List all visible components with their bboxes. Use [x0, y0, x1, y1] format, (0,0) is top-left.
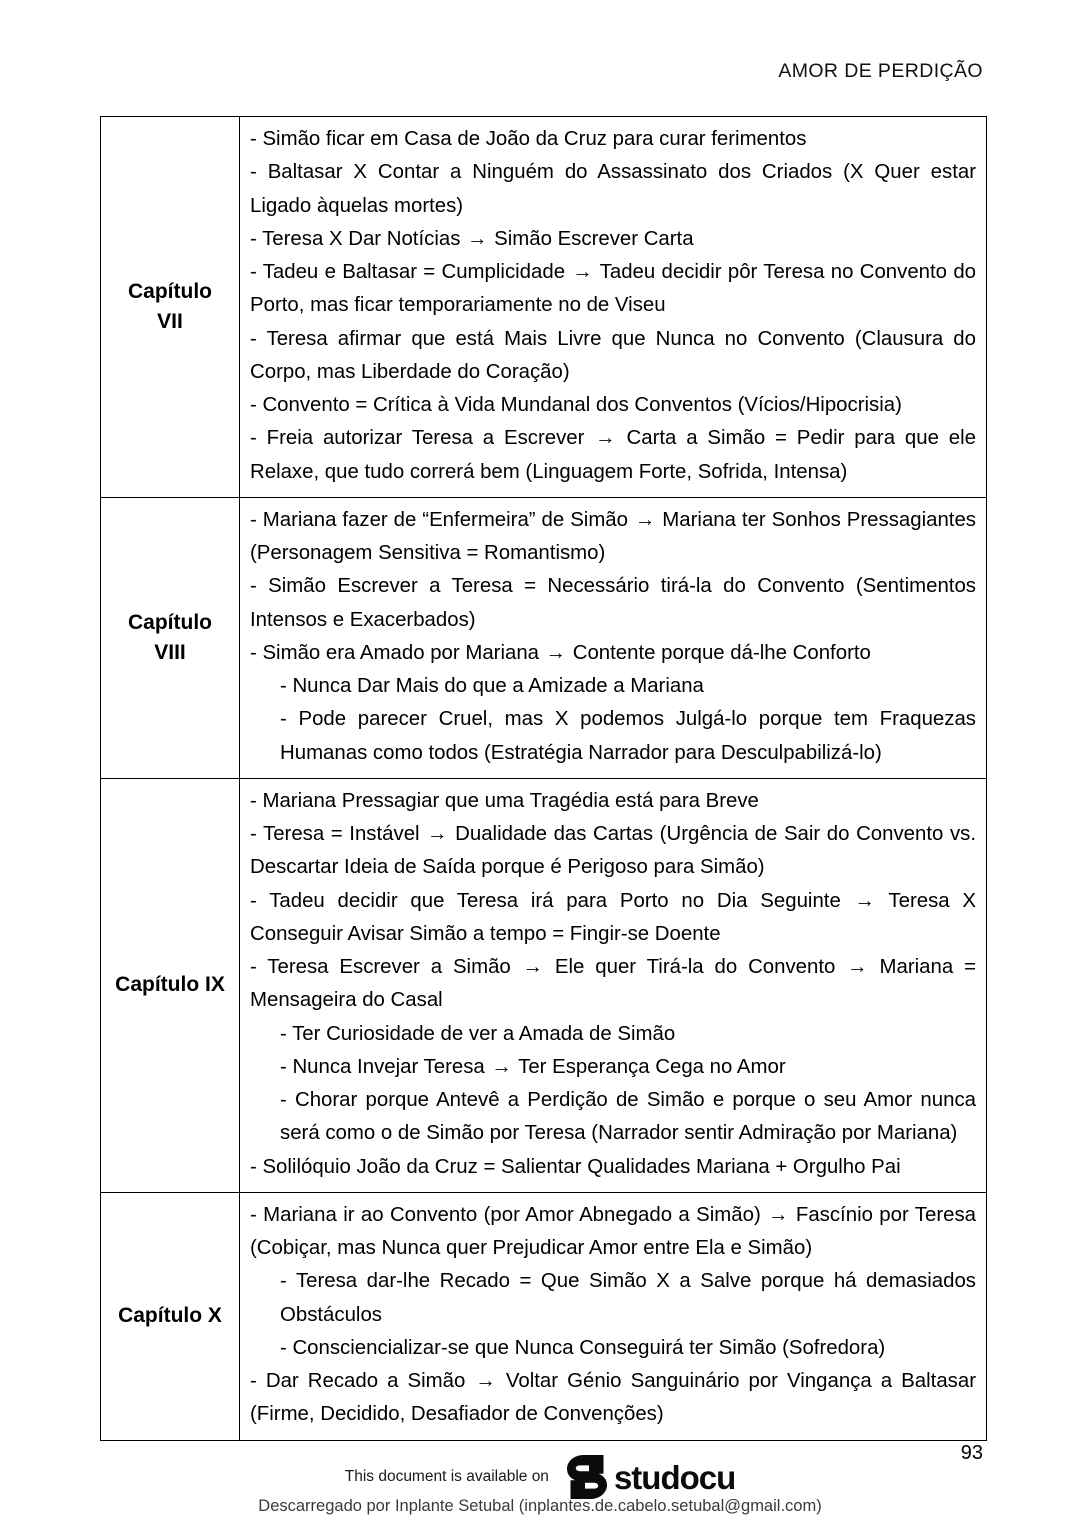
chapter-label-line-1: Capítulo	[128, 610, 212, 634]
chapter-line: - Teresa = Instável → Dualidade das Cartas (Urgência de Sair do Convento vs. Descartar Ideia de Saída porque é Perigoso para Simão)	[250, 823, 976, 879]
chapter-line: - Baltasar X Contar a Ninguém do Assassinato dos Criados (X Quer estar Ligado àquelas mortes)	[250, 161, 976, 217]
studocu-logo	[567, 1455, 735, 1499]
chapter-content	[240, 779, 986, 1192]
chapter-subline: - Teresa dar-lhe Recado = Que Simão X a Salve porque há demasiados Obstáculos	[280, 1270, 976, 1326]
chapter-content	[240, 117, 986, 497]
chapter-line: - Tadeu e Baltasar = Cumplicidade → Tadeu decidir pôr Teresa no Convento do Porto, mas ficar temporariamente no de Viseu	[250, 261, 976, 317]
page-number: 93	[960, 1442, 983, 1464]
chapter-label-cell	[101, 497, 240, 778]
chapter-label	[101, 273, 239, 341]
page-running-header: AMOR DE PERDIÇÃO	[778, 60, 983, 82]
chapter-subline: - Ter Curiosidade de ver a Amada de Simão	[280, 1022, 676, 1045]
chapter-label-line-2: VIII	[154, 640, 186, 664]
chapter-line: - Mariana fazer de “Enfermeira” de Simão → Mariana ter Sonhos Pressagiantes (Personagem Sensitiva = Romantismo)	[250, 508, 977, 564]
chapter-label	[101, 966, 239, 1004]
chapter-line: - Freia autorizar Teresa a Escrever → Carta a Simão = Pedir para que ele Relaxe, que tudo correrá bem (Linguagem Forte, Sofrida, Intensa)	[250, 427, 976, 483]
studocu-wordmark: studocu	[613, 1458, 736, 1496]
chapter-subline: - Consciencializar-se que Nunca Conseguirá ter Simão (Sofredora)	[280, 1336, 886, 1359]
chapter-label-cell	[101, 778, 240, 1192]
chapter-line: - Simão Escrever a Teresa = Necessário tirá-la do Convento (Sentimentos Intensos e Exacerbados)	[250, 575, 976, 631]
chapter-content-cell	[240, 497, 987, 778]
chapter-subline: - Nunca Dar Mais do que a Amizade a Mariana	[280, 675, 704, 697]
right-arrow-icon: →	[854, 889, 875, 912]
chapter-summary-table	[100, 116, 987, 1441]
chapter-content	[240, 498, 986, 778]
chapter-line: - Simão era Amado por Mariana → Contente porque dá-lhe Conforto	[250, 641, 871, 664]
right-arrow-icon: →	[475, 1370, 496, 1392]
right-arrow-icon: →	[467, 227, 488, 250]
right-arrow-icon: →	[491, 1055, 512, 1078]
studocu-tagline: This document is available on	[344, 1468, 549, 1485]
chapter-line: - Mariana Pressagiar que uma Tragédia está para Breve	[250, 789, 759, 812]
chapter-subline: - Pode parecer Cruel, mas X podemos Julgá-lo porque tem Fraquezas Humanas como todos (Estratégia Narrador para Desculpabilizá-lo)	[280, 708, 976, 764]
studocu-s-mark-icon	[567, 1455, 607, 1499]
chapter-line: - Teresa Escrever a Simão → Ele quer Tirá-la do Convento → Mariana = Mensageira do Casal	[250, 956, 976, 1012]
table-row	[101, 778, 987, 1192]
table-row	[101, 117, 987, 498]
right-arrow-icon: →	[634, 508, 656, 531]
chapter-label	[101, 1297, 239, 1335]
chapter-content-cell	[240, 117, 987, 498]
chapter-line: - Convento = Crítica à Vida Mundanal dos Conventos (Vícios/Hipocrisia)	[250, 394, 902, 416]
chapter-label-line-1: Capítulo IX	[115, 973, 225, 997]
chapter-content-cell	[240, 1192, 987, 1440]
chapter-line: - Simão ficar em Casa de João da Cruz para curar ferimentos	[250, 128, 807, 150]
chapter-label-cell	[101, 1192, 240, 1440]
right-arrow-icon: →	[427, 823, 448, 845]
right-arrow-icon: →	[768, 1203, 789, 1226]
chapter-label-line-1: Capítulo	[128, 280, 212, 304]
download-attribution: Descarregado por Inplante Setubal (inplantes.de.cabelo.setubal@gmail.com)	[258, 1497, 822, 1515]
right-arrow-icon: →	[847, 956, 868, 978]
chapter-line: - Dar Recado a Simão → Voltar Génio Sanguinário por Vingança a Baltasar (Firme, Decidido, Desafiador de Convenções)	[250, 1370, 976, 1426]
chapter-label-line-2: VII	[157, 309, 183, 333]
chapter-label-cell	[101, 117, 240, 498]
chapter-content	[240, 1193, 986, 1440]
studocu-watermark	[0, 1455, 1080, 1499]
table-body	[101, 117, 987, 1441]
right-arrow-icon: →	[595, 427, 616, 450]
chapter-content-cell	[240, 778, 987, 1192]
right-arrow-icon: →	[572, 261, 593, 283]
table-row	[101, 1192, 987, 1440]
right-arrow-icon: →	[522, 956, 544, 978]
chapter-label-line-1: Capítulo X	[118, 1304, 222, 1328]
right-arrow-icon: →	[545, 641, 567, 664]
chapter-line: - Solilóquio João da Cruz = Salientar Qualidades Mariana + Orgulho Pai	[250, 1155, 901, 1178]
table-row	[101, 497, 987, 778]
chapter-subline: - Chorar porque Antevê a Perdição de Simão e porque o seu Amor nunca será como o de Simão por Teresa (Narrador sentir Admiração por Mariana)	[280, 1089, 976, 1145]
chapter-subline: - Nunca Invejar Teresa → Ter Esperança Cega no Amor	[280, 1055, 786, 1078]
chapter-label	[101, 604, 239, 672]
chapter-line: - Tadeu decidir que Teresa irá para Porto no Dia Seguinte → Teresa X Conseguir Avisar Simão a tempo = Fingir-se Doente	[250, 889, 976, 945]
chapter-line: - Mariana ir ao Convento (por Amor Abnegado a Simão) → Fascínio por Teresa (Cobiçar, mas Nunca quer Prejudicar Amor entre Ela e Simão)	[250, 1203, 976, 1259]
chapter-line: - Teresa X Dar Notícias → Simão Escrever Carta	[250, 227, 694, 250]
chapter-line: - Teresa afirmar que está Mais Livre que Nunca no Convento (Clausura do Corpo, mas Liberdade do Coração)	[250, 327, 976, 383]
